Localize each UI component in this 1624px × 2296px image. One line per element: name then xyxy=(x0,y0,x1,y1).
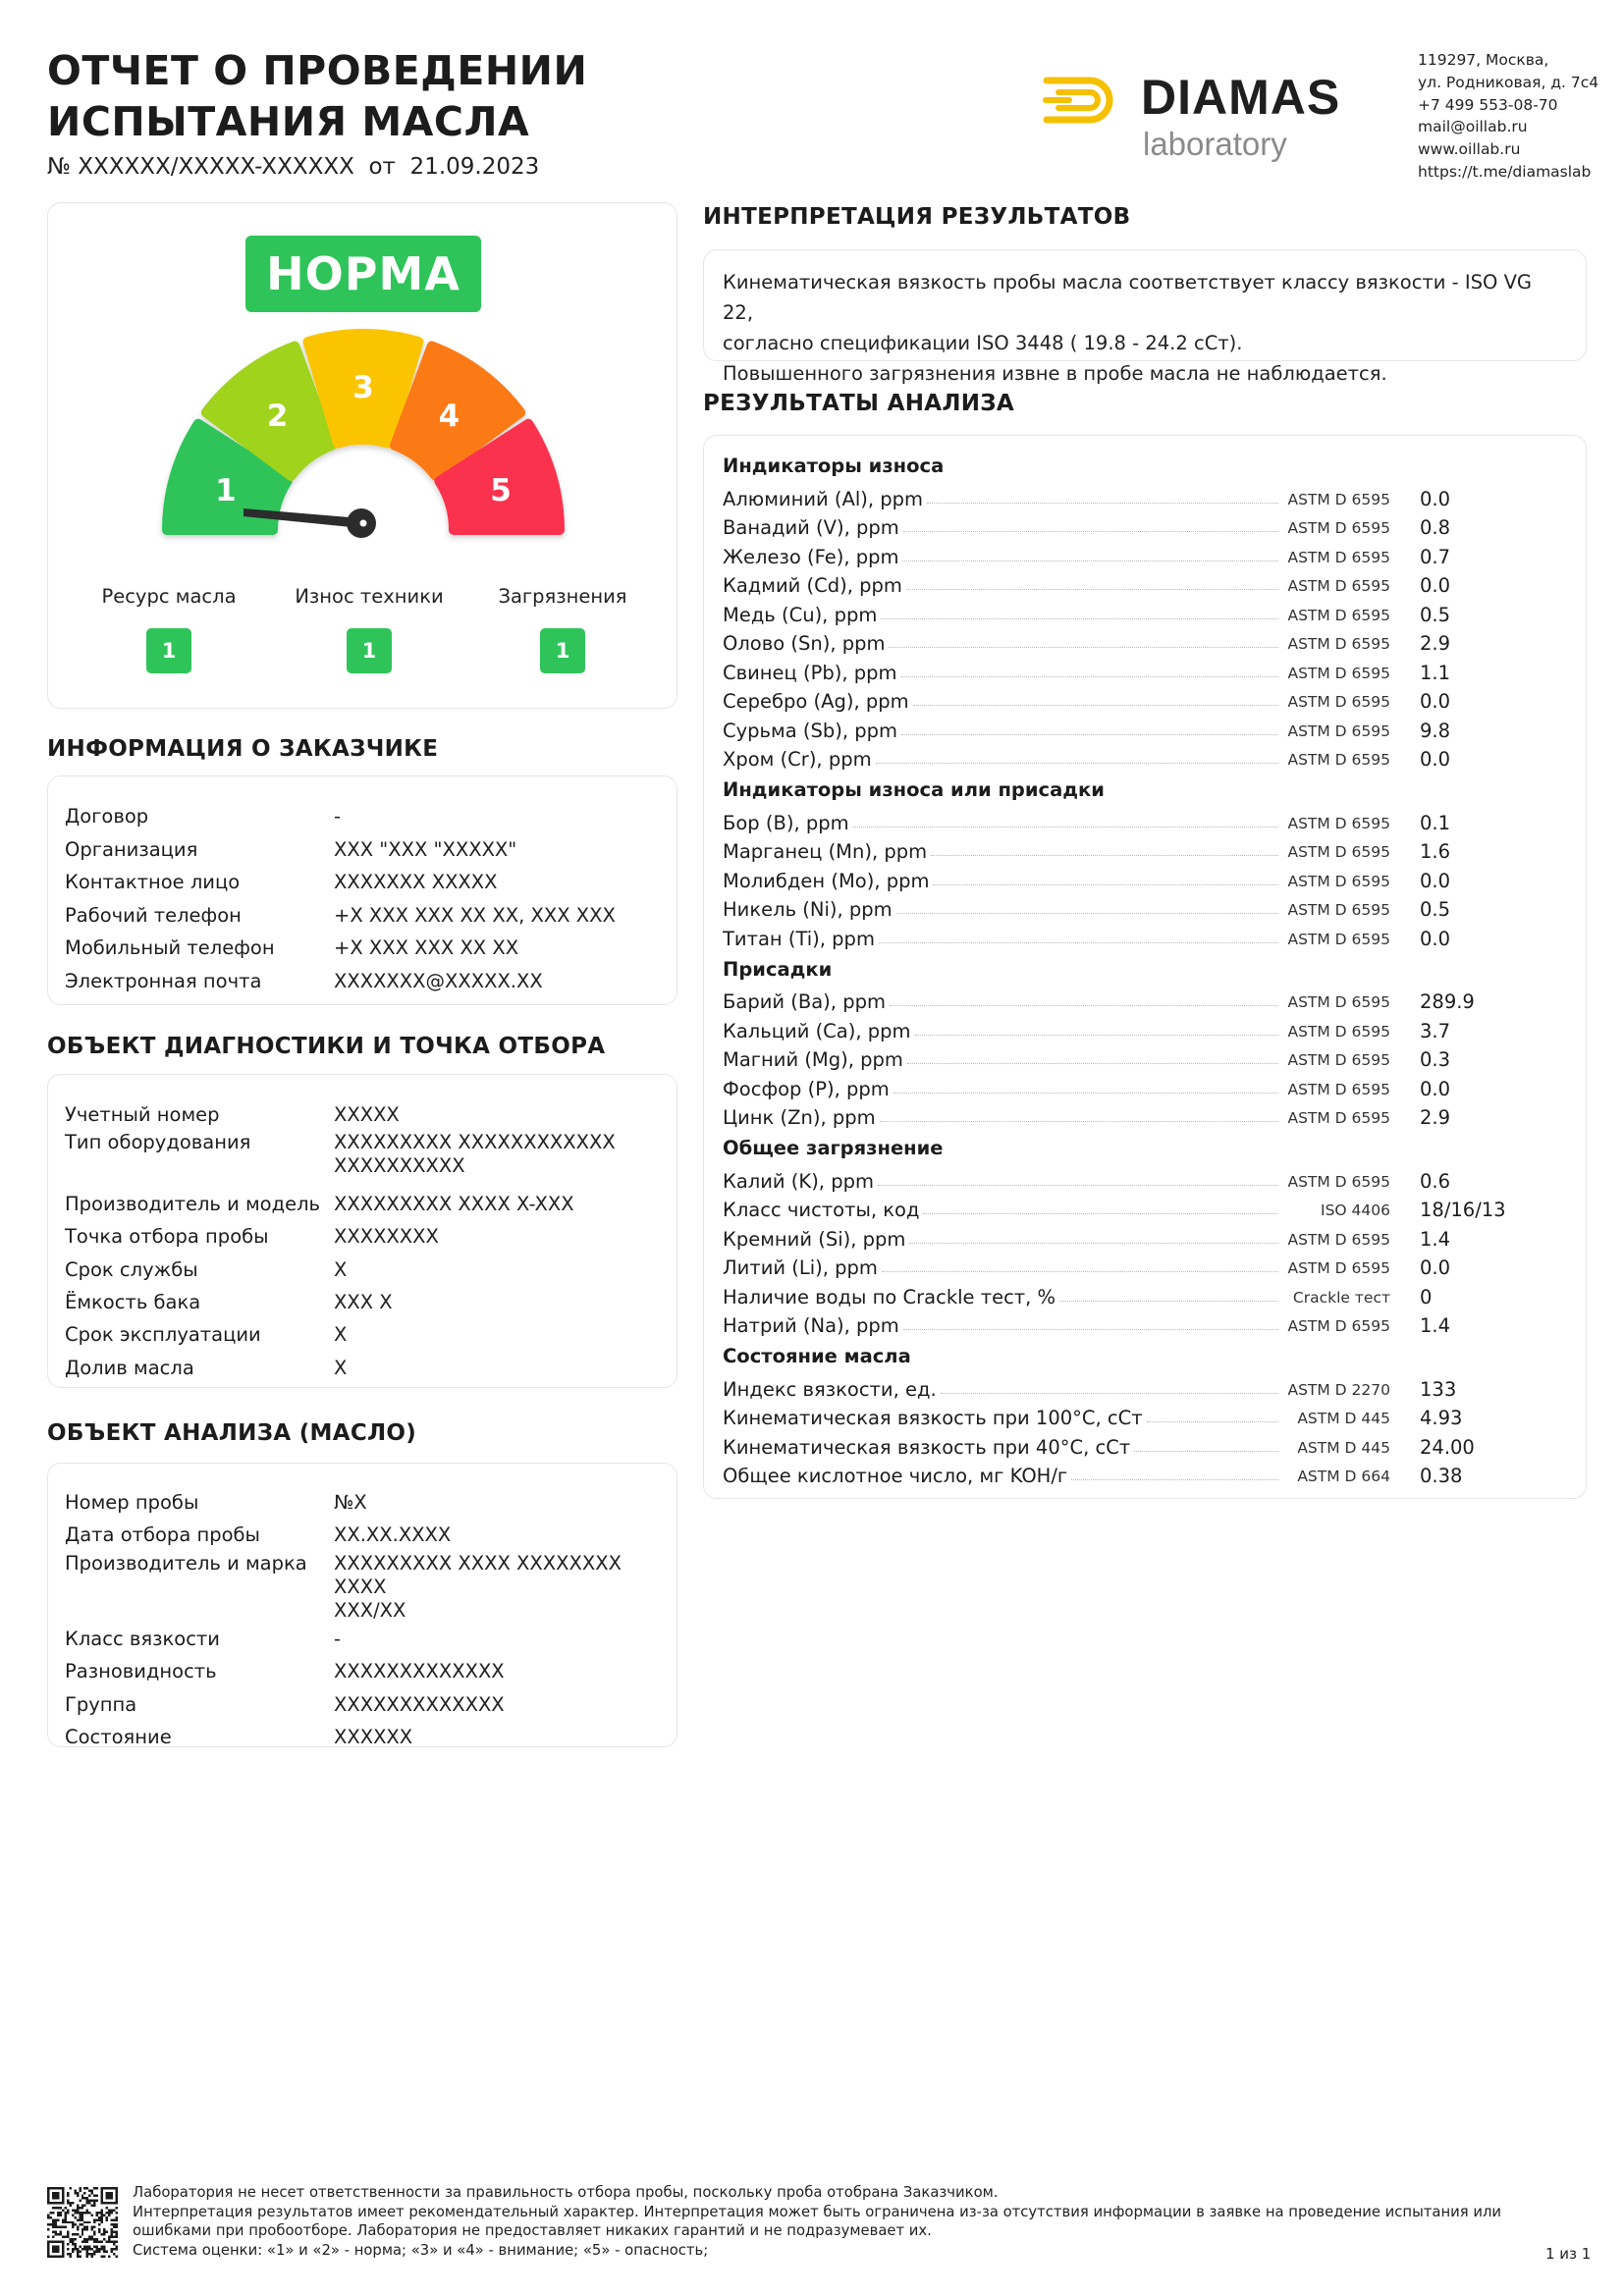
indicator-badge-wear: 1 xyxy=(347,628,392,673)
results-row xyxy=(723,1279,1508,1308)
results-row xyxy=(723,684,1508,714)
info-key: Номер пробы xyxy=(65,1491,199,1514)
parameter-value: 0.6 xyxy=(1420,1169,1451,1193)
parameter-value: 0.1 xyxy=(1420,811,1451,834)
results-row xyxy=(723,805,1508,834)
test-method: ASTM D 6595 xyxy=(1287,1259,1390,1277)
info-value: - xyxy=(334,1627,342,1650)
interpretation-line: Кинематическая вязкость пробы масла соответствует классу вязкости - ISO VG 22, xyxy=(723,271,1533,324)
parameter-name: Кремний (Si), ppm xyxy=(723,1227,906,1251)
leader-dots xyxy=(879,942,1278,943)
test-method: ASTM D 6595 xyxy=(1287,1172,1390,1191)
leader-dots xyxy=(906,589,1278,590)
test-method: ASTM D 6595 xyxy=(1287,930,1390,948)
parameter-name: Титан (Ti), ppm xyxy=(723,927,875,950)
qr-code-icon[interactable] xyxy=(47,2187,118,2258)
info-value: XXXXXXXXX XXXXXXXXXXXX XXXXXXXXXX xyxy=(334,1131,616,1178)
results-row xyxy=(723,568,1508,598)
test-method: ISO 4406 xyxy=(1321,1201,1390,1219)
parameter-value: 0.0 xyxy=(1420,748,1451,771)
info-row xyxy=(65,833,658,867)
results-row xyxy=(723,1100,1508,1130)
gauge-segment-label: 3 xyxy=(352,370,374,405)
test-method: ASTM D 6595 xyxy=(1287,664,1390,682)
info-value: - xyxy=(334,805,342,828)
leader-dots xyxy=(1059,1301,1278,1302)
info-value: XXXXXXXXXXXXX xyxy=(334,1692,505,1716)
section-title-results: РЕЗУЛЬТАТЫ АНАЛИЗА xyxy=(703,391,1015,416)
info-value: XXXXXXXX xyxy=(334,1225,439,1249)
report-number: № XXXXXX/XXXXX-XXXXXX от 21.09.2023 xyxy=(47,154,540,180)
results-group-title: Общее загрязнение xyxy=(723,1137,944,1159)
test-method: ASTM D 2270 xyxy=(1287,1380,1390,1399)
leader-dots xyxy=(882,1271,1278,1272)
parameter-name: Олово (Sn), ppm xyxy=(723,632,886,655)
section-title-customer: ИНФОРМАЦИЯ О ЗАКАЗЧИКЕ xyxy=(47,736,439,762)
test-method: ASTM D 6595 xyxy=(1287,751,1390,769)
object-info-table xyxy=(65,1098,658,1384)
report-title xyxy=(47,45,676,147)
info-row xyxy=(65,899,658,933)
leader-dots xyxy=(878,1185,1278,1186)
footer-disclaimer xyxy=(133,2183,1537,2260)
indicator-badge-contamination: 1 xyxy=(540,628,585,673)
parameter-name: Натрий (Na), ppm xyxy=(723,1314,899,1337)
interpretation-line: согласно спецификации ISO 3448 ( 19.8 - 24.2 сСт). xyxy=(723,332,1243,354)
info-row xyxy=(65,932,658,965)
test-method: ASTM D 6595 xyxy=(1287,635,1390,653)
indicator-badge-oil-resource: 1 xyxy=(146,628,191,673)
parameter-value: 2.9 xyxy=(1420,632,1451,655)
disclaimer-line: ошибками при пробоотборе. Лаборатория не предоставляет никаких гарантий и не подразумевает их. xyxy=(133,2222,932,2240)
parameter-name: Цинк (Zn), ppm xyxy=(723,1106,876,1129)
parameter-name: Сурьма (Sb), ppm xyxy=(723,719,898,742)
leader-dots xyxy=(931,855,1278,856)
leader-dots xyxy=(881,618,1278,619)
leader-dots xyxy=(896,913,1278,914)
leader-dots xyxy=(1071,1479,1278,1480)
contact-telegram[interactable]: https://t.me/diamaslab xyxy=(1418,162,1592,181)
info-key: Производитель и марка xyxy=(65,1551,307,1575)
info-key: Договор xyxy=(65,805,149,828)
leader-dots xyxy=(915,1035,1279,1036)
results-row xyxy=(723,655,1508,684)
gauge-segment-label: 5 xyxy=(490,472,512,508)
info-key: Срок службы xyxy=(65,1257,198,1281)
parameter-name: Кальций (Ca), ppm xyxy=(723,1019,911,1042)
test-method: ASTM D 6595 xyxy=(1287,606,1390,624)
info-value: +X XXX XXX XX XX, XXX XXX xyxy=(334,903,616,927)
parameter-value: 0 xyxy=(1420,1285,1433,1308)
parameter-value: 1.4 xyxy=(1420,1227,1451,1251)
info-value: XXXXXXX XXXXX xyxy=(334,871,498,894)
parameter-value: 0.3 xyxy=(1420,1048,1451,1071)
leader-dots xyxy=(893,1093,1278,1094)
info-key: Долив масла xyxy=(65,1356,194,1379)
test-method: ASTM D 6595 xyxy=(1287,548,1390,566)
info-key: Точка отбора пробы xyxy=(65,1225,269,1249)
results-row xyxy=(723,597,1508,626)
info-value: XXXXXXXXX XXXX XXXXXXXX XXXX XXX/XX xyxy=(334,1551,622,1622)
info-key: Тип оборудования xyxy=(65,1131,251,1154)
info-key: Контактное лицо xyxy=(65,871,241,894)
info-value: №X xyxy=(334,1491,367,1514)
results-row xyxy=(723,1193,1508,1222)
info-row xyxy=(65,1188,658,1220)
test-method: ASTM D 6595 xyxy=(1287,577,1390,595)
diamas-logo xyxy=(1043,69,1396,167)
gauge-segment-label: 4 xyxy=(438,399,460,435)
results-row xyxy=(723,626,1508,656)
parameter-name: Калий (K), ppm xyxy=(723,1169,874,1193)
indicator-label-contamination: Загрязнения xyxy=(498,585,627,608)
contact-address-street: ул. Родниковая, д. 7с4 xyxy=(1418,73,1599,91)
info-row xyxy=(65,1352,658,1384)
results-row xyxy=(723,510,1508,540)
leader-dots xyxy=(909,1243,1278,1244)
parameter-value: 1.1 xyxy=(1420,661,1451,684)
indicator-label-oil-resource: Ресурс масла xyxy=(101,585,237,608)
info-row xyxy=(65,1220,658,1253)
parameter-name: Свинец (Pb), ppm xyxy=(723,661,897,684)
info-value: XXX X xyxy=(334,1291,393,1314)
info-value: XXXXXXX@XXXXX.XX xyxy=(334,969,543,992)
test-method: ASTM D 445 xyxy=(1297,1438,1390,1457)
leader-dots xyxy=(880,1121,1278,1122)
parameter-name: Литий (Li), ppm xyxy=(723,1256,878,1279)
indicator-label-wear: Износ техники xyxy=(295,585,444,608)
results-row xyxy=(723,892,1508,922)
info-row xyxy=(65,1519,658,1551)
test-method: ASTM D 6595 xyxy=(1287,1230,1390,1249)
info-key: Учетный номер xyxy=(65,1103,220,1126)
info-row xyxy=(65,1623,658,1655)
parameter-value: 0.0 xyxy=(1420,574,1451,597)
disclaimer-line: Интерпретация результатов имеет рекомендательный характер. Интерпретация может быть ограничена из-за отсутствия информации в заявке на проведение испытания или xyxy=(133,2203,1502,2220)
parameter-value: 0.0 xyxy=(1420,487,1451,510)
results-row xyxy=(723,921,1508,950)
leader-dots xyxy=(927,503,1278,504)
test-method: ASTM D 6595 xyxy=(1287,993,1390,1011)
results-row xyxy=(723,1163,1508,1193)
parameter-value: 0.5 xyxy=(1420,898,1451,921)
test-method: Crackle тест xyxy=(1292,1288,1390,1307)
results-row xyxy=(723,539,1508,568)
test-method: ASTM D 6595 xyxy=(1287,693,1390,711)
logo-wordmark: DIAMAS xyxy=(1141,70,1341,125)
info-key: Ёмкость бака xyxy=(65,1291,201,1314)
parameter-value: 0.0 xyxy=(1420,1256,1451,1279)
results-row xyxy=(723,1401,1508,1430)
gauge-segment-label: 1 xyxy=(215,472,237,508)
gauge-segment-label: 2 xyxy=(266,399,289,435)
info-value: X xyxy=(334,1257,348,1281)
parameter-name: Кадмий (Cd), ppm xyxy=(723,574,902,597)
contact-address-city: 119297, Москва, xyxy=(1418,51,1549,69)
results-row xyxy=(723,1459,1508,1488)
status-badge: НОРМА xyxy=(245,236,481,312)
diamas-logo-icon xyxy=(1043,77,1127,124)
info-row xyxy=(65,1254,658,1286)
leader-dots xyxy=(1134,1451,1278,1452)
info-row xyxy=(65,1286,658,1318)
results-row xyxy=(723,1042,1508,1072)
parameter-value: 24.00 xyxy=(1420,1435,1475,1459)
section-title-interpretation: ИНТЕРПРЕТАЦИЯ РЕЗУЛЬТАТОВ xyxy=(703,204,1131,230)
test-method: ASTM D 6595 xyxy=(1287,1109,1390,1127)
parameter-name: Общее кислотное число, мг KOH/г xyxy=(723,1465,1068,1487)
parameter-value: 0.5 xyxy=(1420,603,1451,626)
results-row xyxy=(723,834,1508,864)
test-method: ASTM D 6595 xyxy=(1287,721,1390,740)
parameter-value: 1.6 xyxy=(1420,840,1451,863)
leader-dots xyxy=(923,1213,1278,1214)
leader-dots xyxy=(889,647,1278,648)
info-key: Дата отбора пробы xyxy=(65,1523,260,1547)
test-method: ASTM D 6595 xyxy=(1287,1022,1390,1041)
leader-dots xyxy=(890,1005,1278,1006)
parameter-name: Индекс вязкости, ед. xyxy=(723,1377,937,1401)
leader-dots xyxy=(876,763,1278,764)
results-row xyxy=(723,863,1508,892)
info-value: XXXXXXXXX XXXX X-XXX xyxy=(334,1192,574,1215)
info-row xyxy=(65,1131,658,1187)
leader-dots xyxy=(1147,1421,1278,1422)
info-key: Класс вязкости xyxy=(65,1627,220,1650)
info-row xyxy=(65,1552,658,1623)
info-key: Срок эксплуатации xyxy=(65,1323,261,1347)
parameter-name: Серебро (Ag), ppm xyxy=(723,690,909,713)
leader-dots xyxy=(853,827,1278,828)
test-method: ASTM D 6595 xyxy=(1287,843,1390,861)
parameter-name: Магний (Mg), ppm xyxy=(723,1048,903,1071)
section-title-object: ОБЪЕКТ ДИАГНОСТИКИ И ТОЧКА ОТБОРА xyxy=(47,1034,606,1059)
status-gauge xyxy=(137,324,589,560)
leader-dots xyxy=(903,1329,1278,1330)
info-value: XXXXXXXXXXXXX xyxy=(334,1660,505,1683)
lab-contacts xyxy=(1418,49,1598,184)
info-value: XXXXXX xyxy=(334,1726,413,1749)
info-value: XX.XX.XXXX xyxy=(334,1523,452,1547)
test-method: ASTM D 664 xyxy=(1297,1468,1390,1485)
parameter-value: 289.9 xyxy=(1420,990,1475,1013)
info-key: Электронная почта xyxy=(65,969,262,992)
parameter-value: 2.9 xyxy=(1420,1106,1451,1129)
parameter-value: 0.7 xyxy=(1420,545,1451,568)
leader-dots xyxy=(907,1063,1278,1064)
parameter-value: 3.7 xyxy=(1420,1019,1451,1042)
disclaimer-line: Лаборатория не несет ответственности за правильность отбора пробы, поскольку проба отобрана Заказчиком. xyxy=(133,2184,999,2201)
test-method: ASTM D 6595 xyxy=(1287,490,1390,508)
contact-email[interactable]: mail@oillab.ru xyxy=(1418,118,1528,136)
section-title-oil: ОБЪЕКТ АНАЛИЗА (МАСЛО) xyxy=(47,1420,417,1446)
info-row xyxy=(65,800,658,833)
parameter-name: Молибден (Mo), ppm xyxy=(723,869,930,892)
parameter-name: Бор (B), ppm xyxy=(723,811,849,834)
leader-dots xyxy=(903,531,1278,532)
parameter-name: Класс чистоты, код xyxy=(723,1199,920,1221)
interpretation-line: Повышенного загрязнения извне в пробе масла не наблюдается. xyxy=(723,362,1387,385)
info-value: X xyxy=(334,1356,348,1379)
results-row xyxy=(723,1071,1508,1100)
contact-website[interactable]: www.oillab.ru xyxy=(1418,140,1521,159)
leader-dots xyxy=(941,1393,1278,1394)
logo-subtitle: laboratory xyxy=(1143,126,1287,162)
info-key: Мобильный телефон xyxy=(65,936,275,960)
parameter-value: 0.0 xyxy=(1420,1077,1451,1100)
parameter-name: Алюминий (Al), ppm xyxy=(723,487,924,510)
test-method: ASTM D 6595 xyxy=(1287,901,1390,919)
info-key: Производитель и модель xyxy=(65,1192,321,1215)
parameter-name: Фосфор (P), ppm xyxy=(723,1077,890,1100)
info-key: Состояние xyxy=(65,1726,172,1749)
results-row xyxy=(723,481,1508,510)
results-group-title: Индикаторы износа xyxy=(723,454,945,477)
parameter-name: Кинематическая вязкость при 100°C, сСт xyxy=(723,1407,1143,1429)
test-method: ASTM D 6595 xyxy=(1287,814,1390,832)
results-row xyxy=(723,1013,1508,1042)
parameter-name: Наличие воды по Crackle тест, % xyxy=(723,1285,1056,1308)
parameter-value: 0.0 xyxy=(1420,690,1451,713)
info-value: X xyxy=(334,1323,348,1347)
results-row xyxy=(723,1371,1508,1401)
test-method: ASTM D 6595 xyxy=(1287,1317,1390,1335)
oil-info-table xyxy=(65,1486,658,1753)
info-row xyxy=(65,1486,658,1519)
parameter-value: 0.0 xyxy=(1420,927,1451,950)
test-method: ASTM D 6595 xyxy=(1287,1080,1390,1098)
title-line-1: ОТЧЕТ О ПРОВЕДЕНИИ xyxy=(47,47,588,94)
title-line-2: ИСПЫТАНИЯ МАСЛА xyxy=(47,98,530,145)
page-number: 1 из 1 xyxy=(1545,2245,1592,2263)
parameter-value: 0.38 xyxy=(1420,1465,1463,1487)
test-method: ASTM D 6595 xyxy=(1287,872,1390,890)
info-row xyxy=(65,1318,658,1351)
info-value: XXXXX xyxy=(334,1103,400,1126)
parameter-value: 4.93 xyxy=(1420,1407,1463,1429)
leader-dots xyxy=(913,705,1278,706)
info-value: +X XXX XXX XX XX xyxy=(334,936,519,960)
results-row xyxy=(723,1429,1508,1459)
info-key: Рабочий телефон xyxy=(65,903,242,927)
info-row xyxy=(65,1098,658,1131)
parameter-value: 1.4 xyxy=(1420,1314,1451,1337)
parameter-value: 18/16/13 xyxy=(1420,1199,1506,1221)
results-row xyxy=(723,742,1508,772)
test-method: ASTM D 6595 xyxy=(1287,1051,1390,1069)
parameter-value: 0.0 xyxy=(1420,869,1451,892)
parameter-value: 0.8 xyxy=(1420,516,1451,539)
parameter-name: Никель (Ni), ppm xyxy=(723,898,893,921)
results-row xyxy=(723,1308,1508,1338)
info-row xyxy=(65,1721,658,1753)
leader-dots xyxy=(933,884,1278,885)
info-row xyxy=(65,1688,658,1721)
info-key: Организация xyxy=(65,837,198,861)
info-key: Разновидность xyxy=(65,1660,217,1683)
parameter-name: Железо (Fe), ppm xyxy=(723,545,899,568)
leader-dots xyxy=(901,734,1278,735)
parameter-name: Медь (Cu), ppm xyxy=(723,603,878,626)
disclaimer-line: Система оценки: «1» и «2» - норма; «3» и «4» - внимание; «5» - опасность; xyxy=(133,2241,709,2259)
results-row xyxy=(723,985,1508,1014)
results-table xyxy=(723,452,1508,1487)
results-row xyxy=(723,1221,1508,1251)
results-group-title: Индикаторы износа или присадки xyxy=(723,778,1105,801)
contact-phone: +7 499 553-08-70 xyxy=(1418,95,1558,114)
info-row xyxy=(65,1655,658,1687)
info-key: Группа xyxy=(65,1692,137,1716)
parameter-value: 9.8 xyxy=(1420,719,1451,742)
leader-dots xyxy=(901,676,1279,677)
customer-info-table xyxy=(65,800,658,998)
parameter-value: 133 xyxy=(1420,1377,1457,1401)
test-method: ASTM D 6595 xyxy=(1287,519,1390,537)
results-group-title: Присадки xyxy=(723,957,833,981)
results-row xyxy=(723,713,1508,742)
test-method: ASTM D 445 xyxy=(1297,1410,1390,1427)
interpretation-text xyxy=(723,267,1567,389)
parameter-name: Марганец (Mn), ppm xyxy=(723,840,928,863)
info-value: XXX "XXX "XXXXX" xyxy=(334,837,517,861)
info-row xyxy=(65,866,658,899)
info-row xyxy=(65,965,658,998)
results-row xyxy=(723,1251,1508,1280)
parameter-name: Ванадий (V), ppm xyxy=(723,516,899,539)
parameter-name: Барий (Ba), ppm xyxy=(723,990,886,1013)
parameter-name: Кинематическая вязкость при 40°C, сСт xyxy=(723,1435,1131,1459)
parameter-name: Хром (Cr), ppm xyxy=(723,748,872,771)
results-group-title: Состояние масла xyxy=(723,1345,911,1367)
